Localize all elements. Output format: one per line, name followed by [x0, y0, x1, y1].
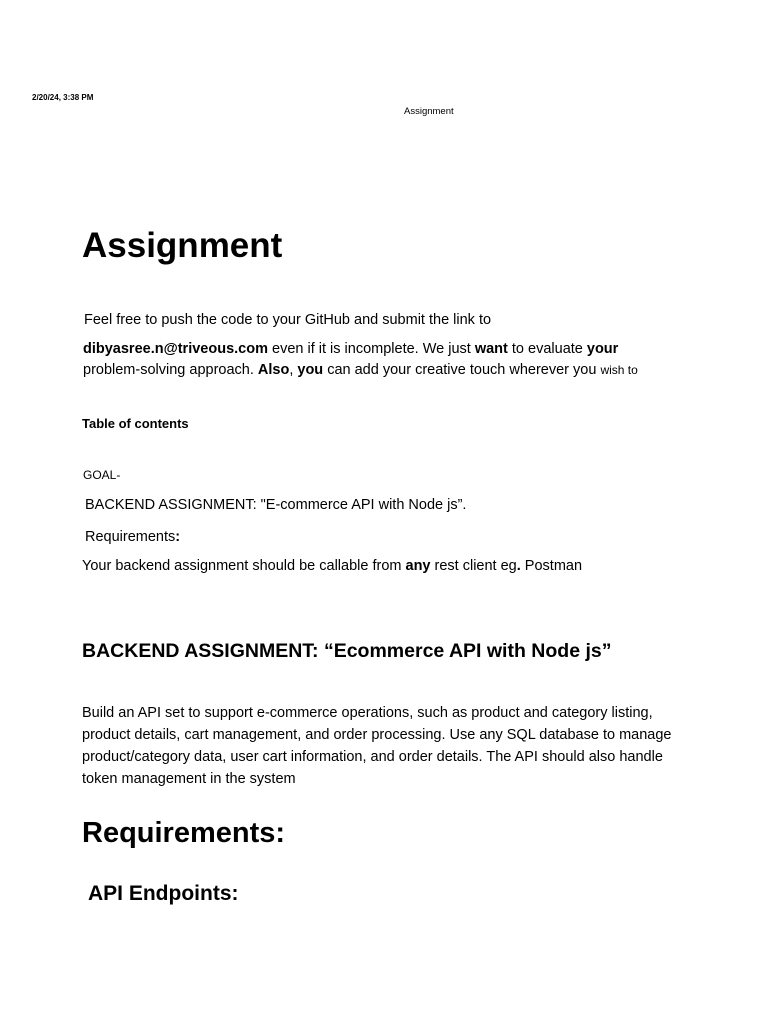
intro-line-3	[83, 362, 638, 378]
intro-line-1: Feel free to push the code to your GitHub and submit the link to	[84, 312, 492, 328]
toc-note	[82, 558, 582, 574]
document-title: Assignment	[82, 226, 283, 265]
intro-text: to evaluate	[507, 341, 587, 357]
note-dot: .	[516, 558, 521, 574]
print-page-title: Assignment	[404, 106, 454, 117]
intro-text: ,	[289, 362, 298, 378]
intro-text: problem-solving approach.	[83, 362, 258, 378]
intro-text: even if it is incomplete. We just	[267, 341, 475, 357]
print-datetime: 2/20/24, 3:38 PM	[32, 93, 94, 102]
requirements-heading: Requirements:	[82, 817, 286, 849]
intro-text: can add your creative touch wherever you	[323, 362, 601, 378]
note-text: rest client eg	[430, 558, 517, 574]
toc-item-colon: :	[175, 529, 181, 545]
intro-text-small: wish to	[600, 363, 638, 377]
note-text: Your backend assignment should be callable from	[82, 558, 406, 574]
note-text: Postman	[520, 558, 583, 574]
emphasis-you: you	[297, 362, 324, 378]
api-endpoints-heading: API Endpoints:	[88, 882, 239, 905]
toc-item-requirements	[85, 529, 180, 545]
section-heading-backend: BACKEND ASSIGNMENT: “Ecommerce API with Node js”	[82, 640, 612, 662]
emphasis-want: want	[474, 341, 508, 357]
emphasis-your: your	[586, 341, 619, 357]
toc-goal: GOAL-	[83, 468, 121, 482]
emphasis-also: Also	[257, 362, 290, 378]
toc-item-label: Requirements	[85, 529, 176, 545]
intro-line-2	[83, 341, 618, 357]
toc-item-backend-assignment: BACKEND ASSIGNMENT: "E-commerce API with Node js”.	[85, 497, 467, 513]
toc-heading: Table of contents	[82, 416, 189, 431]
contact-email: dibyasree.n@triveous.com	[83, 341, 268, 357]
emphasis-any: any	[405, 558, 431, 574]
section-paragraph: Build an API set to support e-commerce operations, such as product and category listing, product details, cart management, and order processing. Use any SQL database to manage product/category data, user cart information, and order details. The API should also handle token management in the system	[82, 705, 672, 787]
